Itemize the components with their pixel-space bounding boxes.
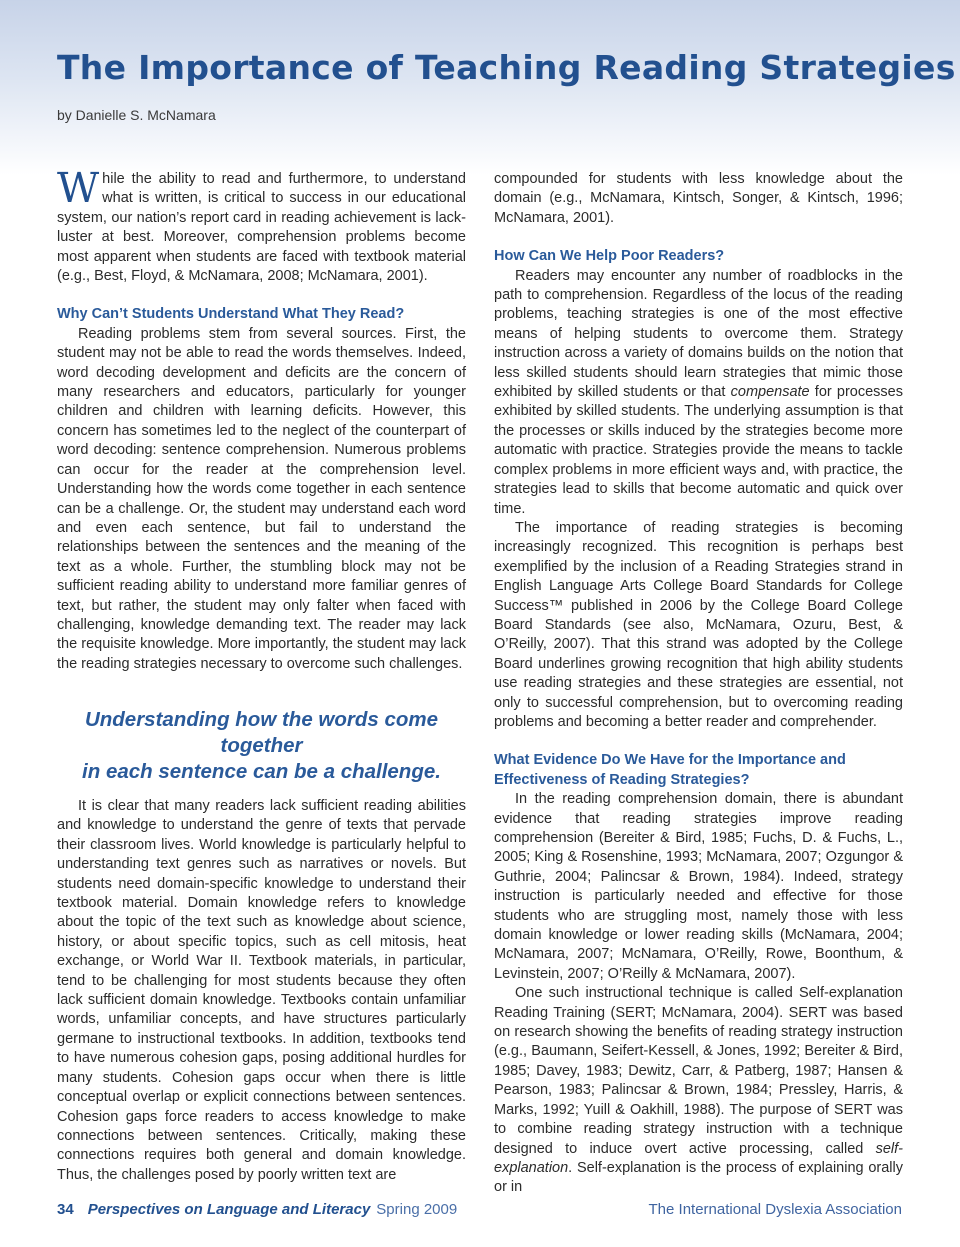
heading-line: Effectiveness of Reading Strategies? — [494, 771, 750, 788]
pull-quote-line: in each sentence can be a challenge. — [82, 760, 441, 783]
pull-quote — [57, 707, 466, 785]
text-run: Readers may encounter any number of roadblocks in the path to comprehension. Regardless of the locus of the reading problems, teaching strategies is one of the most effective means of helping students to overcome them. Strategy instruction across a variety of domains builds on the notion that less skilled students should learn strategies that mimic those exhibited by skilled students or that — [494, 267, 903, 401]
emphasis-text: self-explanation — [494, 1140, 903, 1176]
left-column-upper — [57, 164, 466, 674]
byline: by Danielle S. McNamara — [57, 107, 216, 123]
body-paragraph: It is clear that many readers lack sufficient reading abilities and knowledge to understand the genre of texts that pervade their classroom lives. World knowledge is particularly helpful to understanding text genres such as narratives or novels. But students need domain-specific knowledge to understand their textbook material. Domain knowledge refers to knowledge about the topic of the text such as knowledge about science, history, or about specific topics, such as cell mitosis, heat exchange, or World War II. Textbook materials, in particular, tend to be challenging for most students because they often lack sufficient domain knowledge. Textbooks contain unfamiliar words, unfamiliar concepts, and have structures particularly germane to instructional textbooks. In addition, textbooks tend to have numerous cohesion gaps, posing additional hurdles for many students. Cohesion gaps occur when there is little conceptual overlap or explicit connections between sentences. Cohesion gaps force readers to access knowledge to make connections between sentences. Critically, making these connections requires both general and domain knowledge. Thus, the challenges posed by poorly written text are — [57, 798, 466, 1183]
text-run: . Self-explanation is the process of explaining orally or in — [494, 1159, 903, 1196]
footer-left — [57, 1199, 457, 1221]
journal-name: Perspectives on Language and Literacy — [87, 1201, 371, 1218]
right-column — [494, 170, 903, 1198]
body-paragraph — [494, 267, 903, 519]
intro-paragraph — [57, 164, 466, 286]
body-paragraph: compounded for students with less knowledge about the domain (e.g., McNamara, Kintsch, Songer, & Kintsch, 1996; McNamara, 2001). — [494, 171, 903, 226]
header-band — [0, 0, 960, 175]
page-footer — [57, 1199, 902, 1221]
heading-line: What Evidence Do We Have for the Importance and — [494, 752, 846, 769]
left-column-lower — [57, 797, 466, 1185]
page-number: 34 — [57, 1201, 74, 1218]
body-paragraph: The importance of reading strategies is becoming increasingly recognized. This recognition is perhaps best exemplified by the inclusion of a Reading Strategies strand in English Language Arts College Board Standards for College Success™ published in 2006 by the College Board College Board Standards (see also, McNamara, Ozuru, Best, & O’Reilly, 2007). That this strand was adopted by the College Board underlines growing recognition that high ability students use reading strategies and these strategies are essential, not only to successful comprehension, but to overcoming reading problems and becoming a better reader and comprehender. — [494, 519, 903, 730]
text-run: One such instructional technique is called Self-explanation Reading Training (SERT; McNamara, 2004). SERT was based on research showing the benefits of reading strategy instruction (e.g., Baumann, Seifert-Kessell, & Jones, 1992; Bereiter & Bird, 1985; Davey, 1983; Dewitz, Carr, & Patberg, 1987; Hansen & Pearson, 1983; Palincsar & Brown, 1984; Pressley, Harris, & Marks, 1992; Yuill & Oakhill, 1988). The purpose of SERT was to combine reading strategy instruction with a technique designed to induce overt active processing, called — [494, 985, 903, 1157]
drop-cap: W — [57, 164, 100, 212]
text-run: for processes exhibited by skilled students. The underlying assumption is that the processes or skills induced by the strategies become more automatic with practice. Strategies provide the means to tackle complex problems in more efficient ways and, with practice, the strategies lead to skills that become automatic and quick over time. — [494, 384, 903, 517]
body-paragraph: Reading problems stem from several sources. First, the student may not be able to read the words themselves. Indeed, word decoding development and deficits are the concern of many researchers and educators, particularly for younger children and children with learning deficits. However, this concern has sometimes led to the neglect of the counterpart of word decoding: sentence comprehension. Numerous problems can occur for the reader at the comprehension level. Understanding how the words come together in each sentence can be a challenge. Or, the student may understand each word and even each sentence, but fail to understand the relationships between the sentences and the meaning of the text as a whole. Further, the stumbling block may not be sufficient reading ability to understand more familiar genres of text, but rather, the student may only falter when faced with challenging, knowledge demanding text. The reader may lack the requisite knowledge. More importantly, the student may lack the reading strategies necessary to overcome such challenges. — [57, 325, 466, 672]
section-heading-help: How Can We Help Poor Readers? — [494, 248, 725, 265]
emphasis-text: compensate — [730, 384, 810, 401]
section-heading-evidence — [494, 751, 903, 790]
body-paragraph: In the reading comprehension domain, there is abundant evidence that reading strategies improve reading comprehension (Bereiter & Bird, 1985; Fuchs, D. & Fuchs, L., 2005; King & Rosenshine, 1993; McNamara, 2007; Ozgungor & Guthrie, 2004; Palincsar & Brown, 1984). Indeed, strategy instruction is particularly needed and effective for those students who are struggling most, namely those with less domain knowledge or lower reading skills (McNamara, 2004; McNamara, 2007; McNamara, O’Reilly, Rowe, Boonthum, & Levinstein, 2007; O’Reilly & McNamara, 2007). — [494, 791, 903, 982]
organization-name: The International Dyslexia Association — [648, 1201, 902, 1218]
pull-quote-line: Understanding how the words come together — [84, 708, 439, 757]
body-paragraph — [494, 984, 903, 1197]
intro-text: hile the ability to read and furthermore, to understand what is written, is critical to success in our educational system, our nation’s report card in reading achievement is lack-luster at best. Moreover, comprehension problems become most apparent when students are faced with textbook material (e.g., Best, Floyd, & McNamara, 2008; McNamara, 2001). — [57, 171, 466, 285]
section-heading-why: Why Can’t Students Understand What They Read? — [57, 306, 405, 323]
article-title: The Importance of Teaching Reading Strategies — [57, 48, 956, 87]
issue-date: Spring 2009 — [376, 1201, 458, 1218]
